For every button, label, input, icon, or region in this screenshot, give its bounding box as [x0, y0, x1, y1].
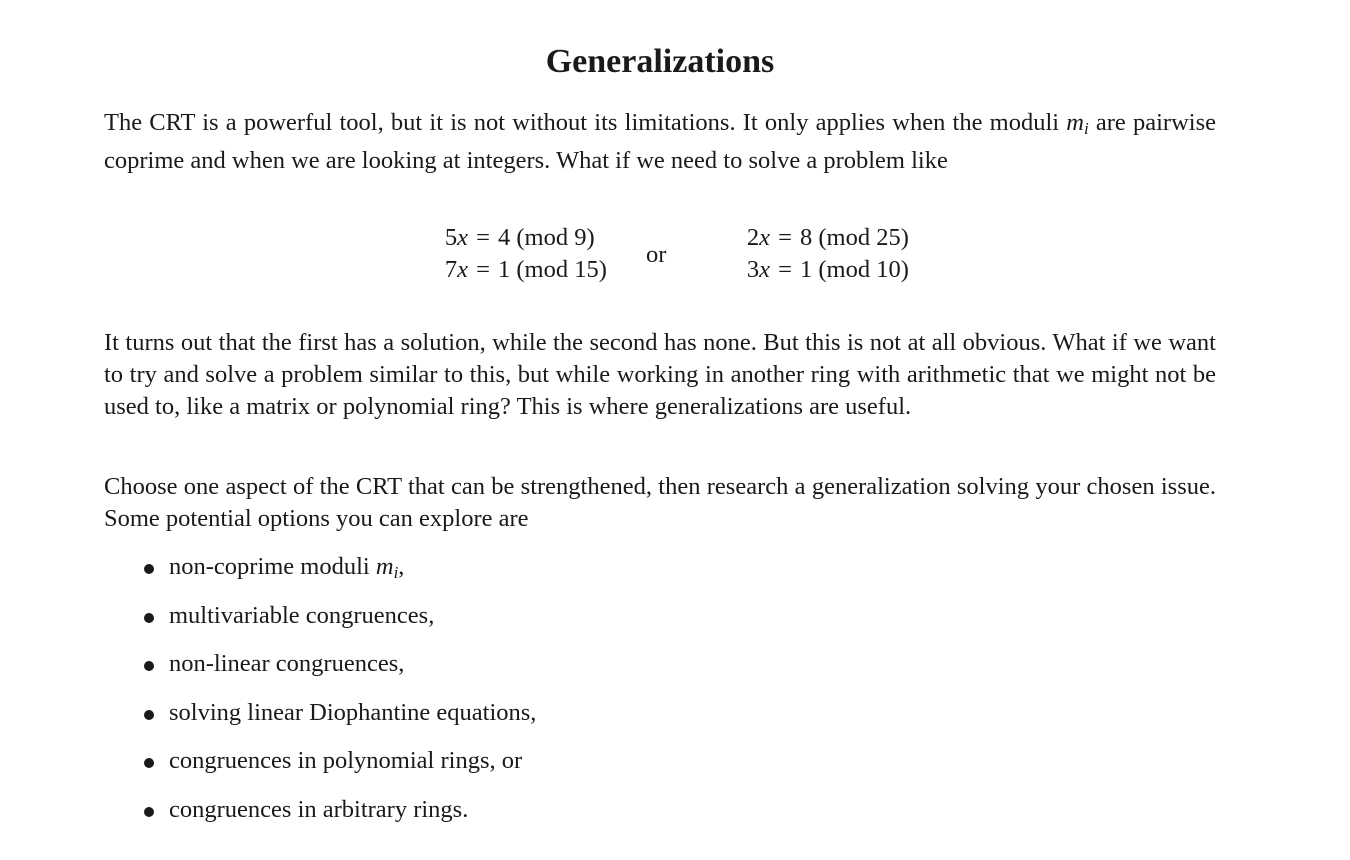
- list-item: [104, 697, 1216, 746]
- bullet-icon: [144, 661, 154, 671]
- equation-lhs: 7x: [444, 256, 468, 283]
- equals-sign: =: [778, 224, 792, 251]
- option-text: multivariable congruences,: [169, 601, 435, 629]
- equation-rhs: 4 (mod 9): [498, 224, 595, 251]
- list-item: [104, 600, 1216, 649]
- equation-rhs: 1 (mod 15): [498, 256, 607, 283]
- congruence-systems: [104, 222, 1216, 292]
- bullet-icon: [144, 807, 154, 817]
- variable-x: x: [759, 256, 770, 283]
- section-title: Generalizations: [545, 43, 775, 80]
- intro-text-before: The CRT is a powerful tool, but it is not without its limitations. It only applies when the moduli: [104, 109, 1067, 136]
- congruence-system-2: [722, 222, 909, 286]
- variable-x: x: [457, 224, 468, 251]
- equals-sign: =: [778, 256, 792, 283]
- variable-x: x: [457, 256, 468, 283]
- equals-sign: =: [476, 224, 490, 251]
- option-text: congruences in polynomial rings, or: [169, 747, 523, 774]
- discussion-paragraph: It turns out that the first has a solution, while the second has none. But this is not at all obvious. What if we want to try and solve a problem similar to this, but while working in another ring with arithmetic that we might not be used to, like a matrix or polynomial ring? This is where generalizations are useful.: [104, 329, 1216, 420]
- list-item: [104, 648, 1216, 697]
- options-list: [104, 551, 1216, 842]
- equation-rhs: 1 (mod 10): [800, 256, 909, 283]
- equation-rhs: 8 (mod 25): [800, 224, 909, 251]
- bullet-icon: [144, 710, 154, 720]
- moduli-variable: m: [375, 553, 394, 580]
- intro-text-after: are pairwise coprime and when we are looking at integers. What if we need to solve a problem like: [104, 109, 1216, 174]
- congruence-row: [414, 254, 607, 286]
- list-item: [104, 794, 1216, 843]
- equation-lhs: 3x: [746, 256, 770, 283]
- congruence-row: [722, 222, 909, 254]
- list-item: [104, 551, 1216, 600]
- equation-lhs: 5x: [444, 224, 468, 251]
- congruence-row: [722, 254, 909, 286]
- equals-sign: =: [476, 256, 490, 283]
- bullet-icon: [144, 564, 154, 574]
- moduli-subscript: i: [393, 563, 399, 582]
- list-item: [104, 745, 1216, 794]
- bullet-icon: [144, 758, 154, 768]
- option-text: non-linear congruences,: [169, 650, 405, 677]
- moduli-subscript: i: [1083, 119, 1089, 138]
- congruence-system-1: [414, 222, 607, 286]
- option-text: congruences in arbitrary rings.: [169, 795, 469, 823]
- variable-x: x: [759, 224, 770, 251]
- option-prefix: non-coprime moduli: [169, 553, 376, 580]
- or-connector: or: [646, 241, 667, 268]
- option-text: solving linear Diophantine equations,: [169, 698, 537, 726]
- task-paragraph: Choose one aspect of the CRT that can be strengthened, then research a generalization solving your chosen issue. Some potential options you can explore are: [104, 473, 1216, 532]
- moduli-variable: m: [1066, 109, 1084, 136]
- bullet-icon: [144, 613, 154, 623]
- equation-lhs: 2x: [746, 224, 770, 251]
- intro-paragraph: [104, 107, 1216, 177]
- congruence-row: [414, 222, 607, 254]
- option-suffix: ,: [398, 553, 405, 580]
